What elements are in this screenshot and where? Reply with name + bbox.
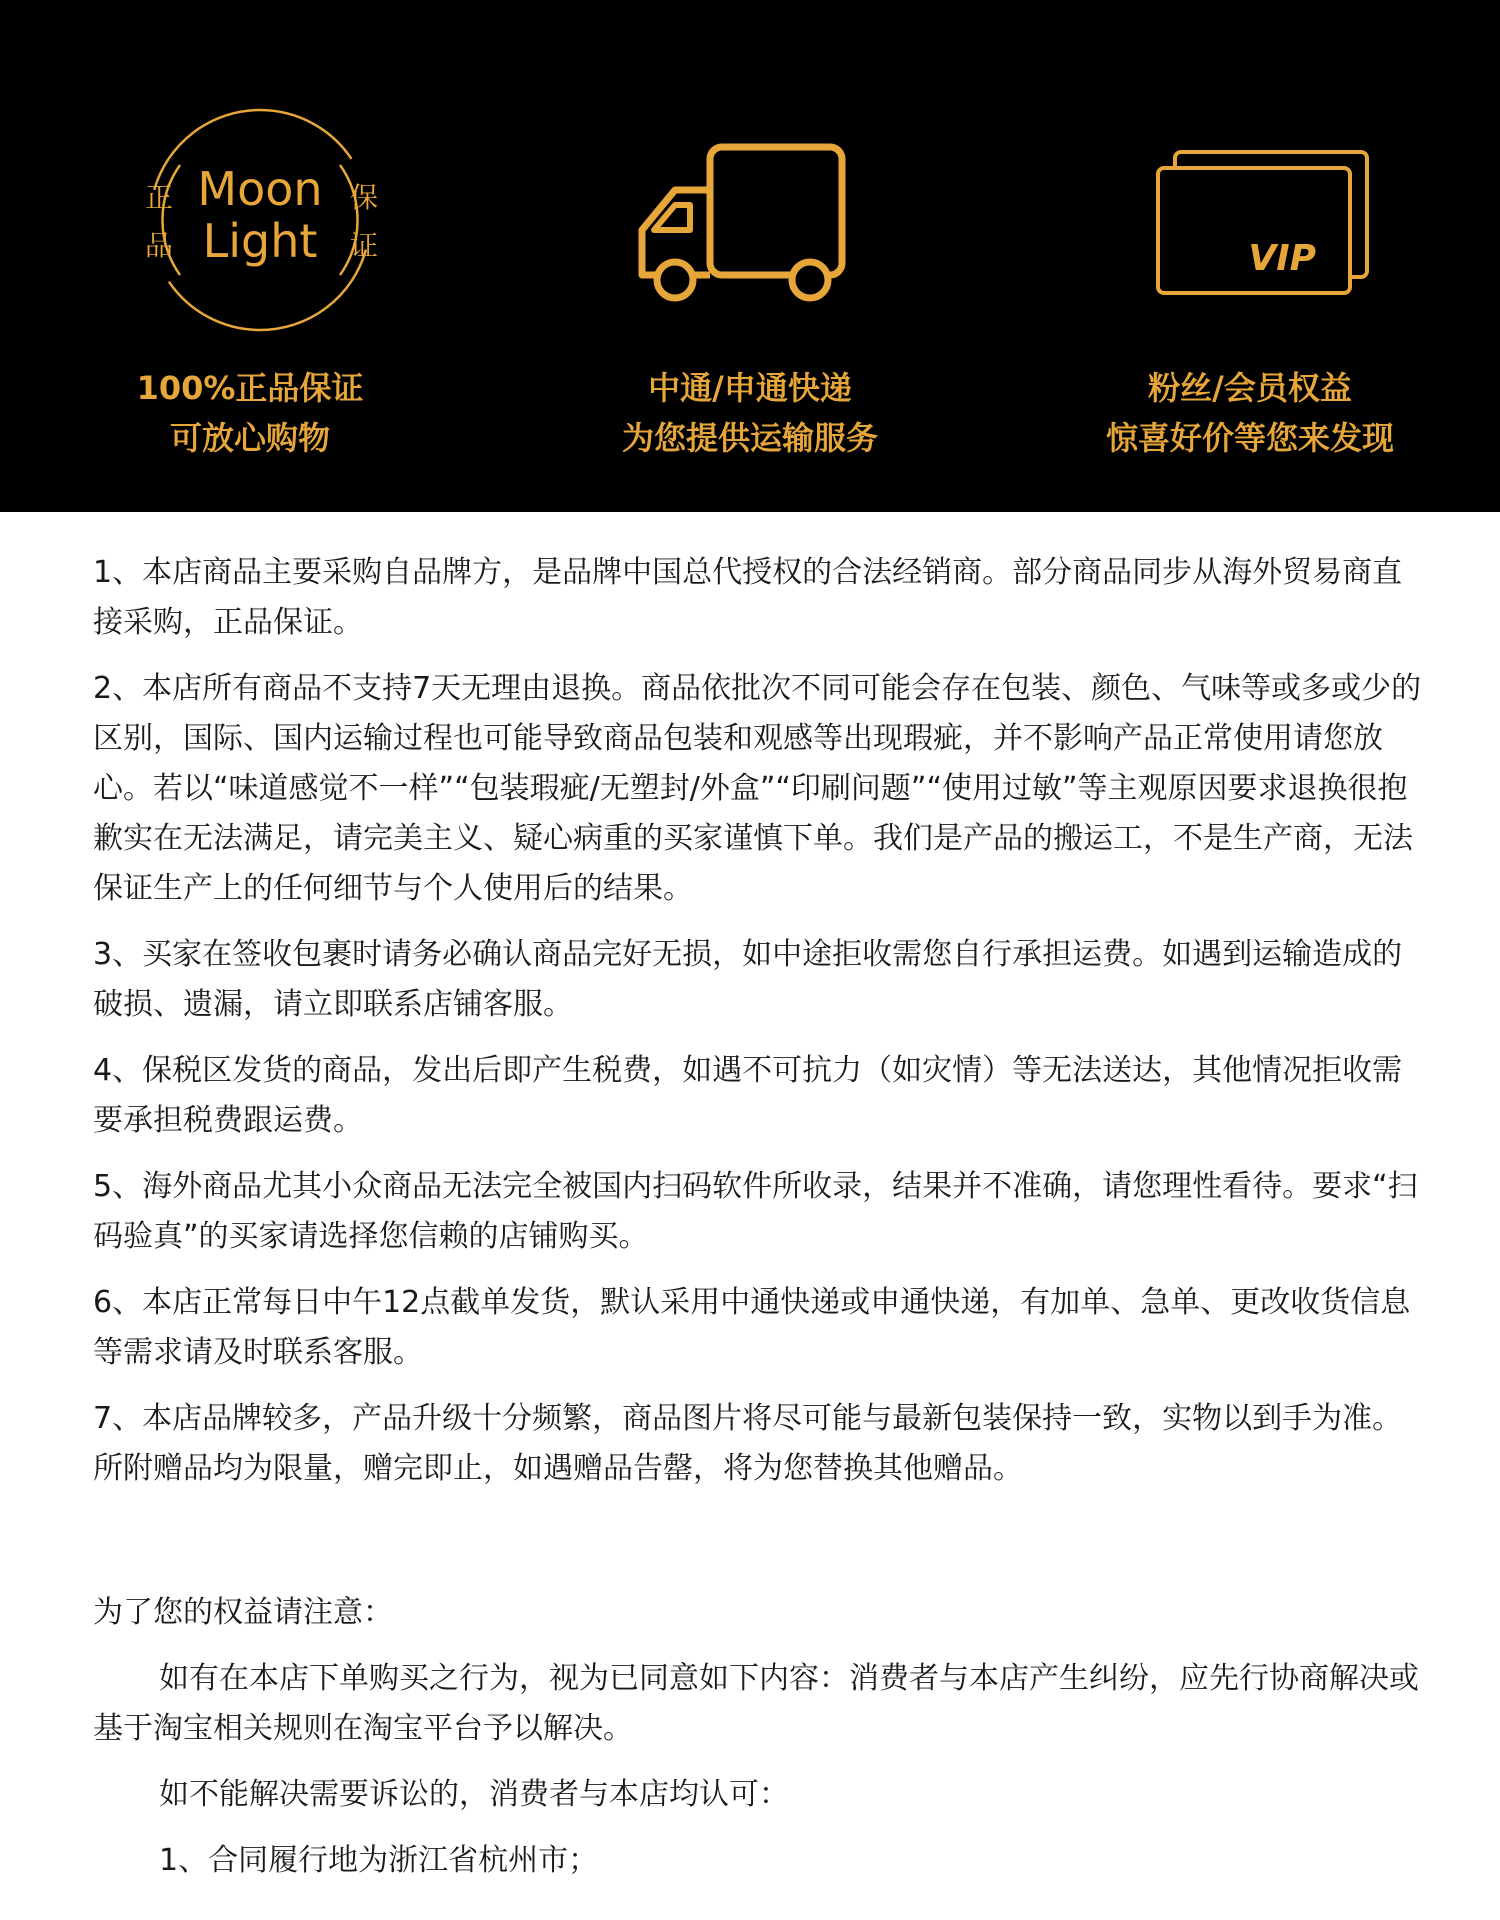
- vip-card-icon: [1000, 95, 1500, 340]
- seal-word-2: Light: [202, 214, 318, 268]
- vip-label: VIP: [1248, 238, 1316, 279]
- feature-caption-line1: 中通/申通快递: [648, 369, 852, 407]
- feature-shipping: [500, 0, 1000, 512]
- service-banner: [0, 0, 1500, 512]
- delivery-truck-icon: [500, 95, 1000, 340]
- seal-char-right-1: 保: [350, 181, 379, 214]
- feature-caption-line2: 为您提供运输服务: [621, 419, 878, 457]
- feature-caption-line1: 粉丝/会员权益: [1148, 369, 1352, 407]
- seal-char-right-2: 证: [350, 229, 379, 262]
- feature-caption-line2: 惊喜好价等您来发现: [1105, 419, 1394, 457]
- feature-caption-line2: 可放心购物: [169, 419, 330, 457]
- notice-list-item: 1、合同履行地为浙江省杭州市；: [159, 1843, 599, 1878]
- term-item: 1、本店商品主要采购自品牌方，是品牌中国总代授权的合法经销商。部分商品同步从海外贸易商直接采购，正品保证。: [93, 555, 1403, 640]
- notice-paragraph: 如不能解决需要诉讼的，消费者与本店均认可：: [159, 1777, 789, 1812]
- term-item: 3、买家在签收包裹时请务必确认商品完好无损，如中途拒收需您自行承担运费。如遇到运输造成的破损、遗漏，请立即联系店铺客服。: [93, 937, 1403, 1022]
- moonlight-seal-icon: [0, 95, 500, 340]
- notice-title: 为了您的权益请注意：: [93, 1595, 393, 1630]
- term-item: 4、保税区发货的商品，发出后即产生税费，如遇不可抗力（如灾情）等无法送达，其他情况拒收需要承担税费跟运费。: [93, 1053, 1403, 1138]
- seal-char-left-2: 品: [145, 229, 174, 262]
- store-terms: [93, 548, 1423, 1902]
- seal-char-left-1: 正: [145, 181, 174, 214]
- term-item: 7、本店品牌较多，产品升级十分频繁，商品图片将尽可能与最新包装保持一致，实物以到手为准。所附赠品均为限量，赠完即止，如遇赠品告罄，将为您替换其他赠品。: [93, 1401, 1403, 1486]
- notice-paragraph: 如有在本店下单购买之行为，视为已同意如下内容：消费者与本店产生纠纷，应先行协商解决或基于淘宝相关规则在淘宝平台予以解决。: [93, 1661, 1419, 1746]
- term-item: 2、本店所有商品不支持7天无理由退换。商品依批次不同可能会存在包装、颜色、气味等或多或少的区别，国际、国内运输过程也可能导致商品包装和观感等出现瑕疵，并不影响产品正常使用请您放心。若以“味道感觉不一样”“包装瑕疵/无塑封/外盒”“印刷问题”“使用过敏”等主观原因要求退换很抱歉实在无法满足，请完美主义、疑心病重的买家谨慎下单。我们是产品的搬运工，不是生产商，无法保证生产上的任何细节与个人使用后的结果。: [93, 671, 1422, 906]
- feature-vip: [1000, 0, 1500, 512]
- feature-caption-line1: 100%正品保证: [136, 369, 364, 407]
- term-item: 5、海外商品尤其小众商品无法完全被国内扫码软件所收录，结果并不准确，请您理性看待。要求“扫码验真”的买家请选择您信赖的店铺购买。: [93, 1169, 1418, 1254]
- feature-authentic: [0, 0, 500, 512]
- term-item: 6、本店正常每日中午12点截单发货，默认采用中通快递或申通快递，有加单、急单、更改收货信息等需求请及时联系客服。: [93, 1285, 1411, 1370]
- seal-word-1: Moon: [197, 162, 323, 216]
